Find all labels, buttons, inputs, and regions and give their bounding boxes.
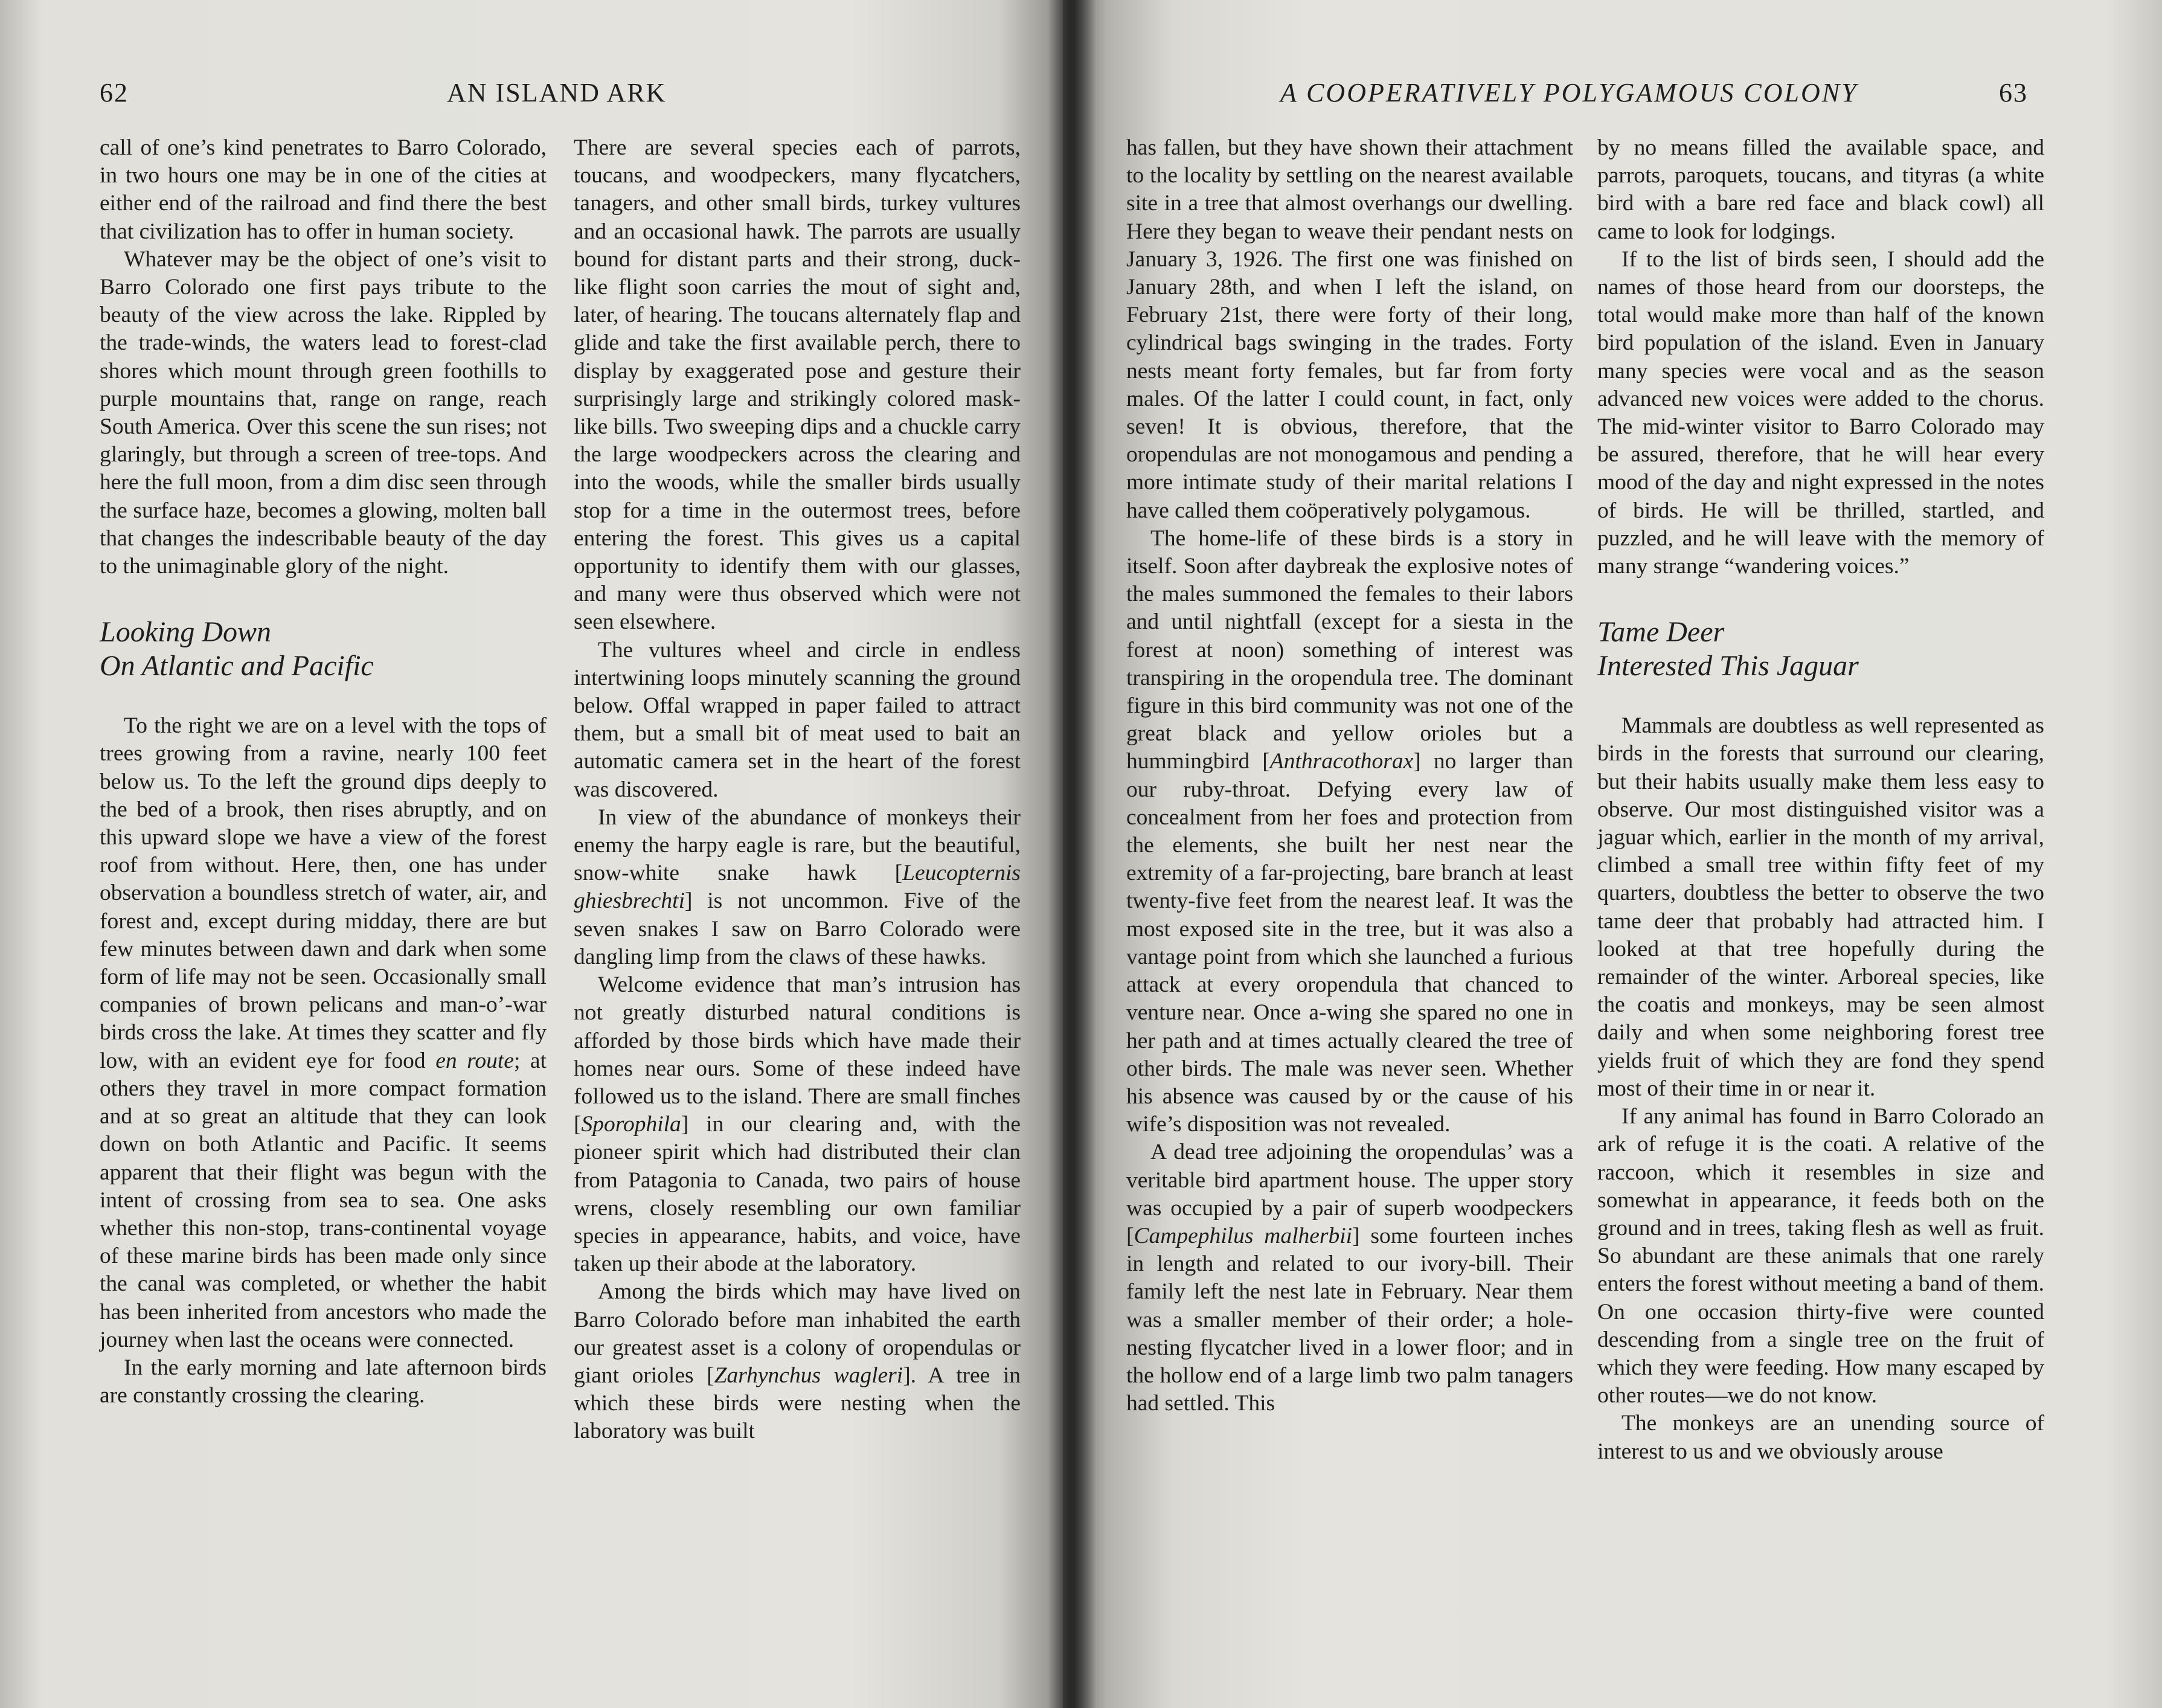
left-page xyxy=(0,0,1063,1708)
paragraph: The monkeys are an unending source of interest to us and we obviously arouse xyxy=(1597,1411,2044,1464)
section-heading-line: On Atlantic and Pacific xyxy=(100,650,374,682)
paragraph: by no means filled the available space, and parrots, paroquets, toucans, and tityras (a white bird with a bare red face and black cowl) all came to look for lodgings. xyxy=(1597,135,2044,244)
paragraph: Whatever may be the object of one’s visit to Barro Colorado one first pays tribute to the beauty of the view across the lake. Rippled by the trade-winds, the waters lead to forest-clad shores which mount through green foothills to purple mountains that, range on range, reach South America. Over this scene the sun rises; not glaringly, but through a screen of tree-tops. And here the full moon, from a dim disc seen through the surface haze, becomes a glowing, molten ball that changes the indescribable beauty of the day to the unimaginable glory of the night. xyxy=(100,246,547,579)
text-column-2 xyxy=(574,134,1021,1446)
paragraph-text: ] in our clearing and, with the pioneer spirit which had distributed their clan from Patagonia to Canada, two pairs of house wrens, closely resembling our own familiar species in appearance, habits, and voice, have taken up their abode at the laboratory. xyxy=(574,1112,1021,1277)
species-name: Campephilus malherbii xyxy=(1134,1223,1353,1248)
page-number: 62 xyxy=(100,78,129,108)
paragraph-text: The home-life of these birds is a story in itself. Soon after daybreak the explosive notes of the males summoned the females to their labors and until nightfall (except for a siesta in the forest at noon) something of interest was transpiring in the oropendula tree. The dominant figure in this bird community was not one of the great black and yellow orioles but a hummingbird [ xyxy=(1126,525,1573,774)
paragraph: has fallen, but they have shown their attachment to the locality by settling on the nearest available site in a tree that almost overhangs our dwelling. Here they began to weave their pendant nests on January 3, 1926. The first one was finished on January 28th, and when I left the island, on February 21st, there were forty of their long, cylindrical bags swinging in the trades. Forty nests meant forty females, but far from forty males. Of the latter I could count, in fact, only seven! It is obvious, therefore, that the oropendulas are not monogamous and pending a more intimate study of their marital relations I have called them coöperatively polygamous. xyxy=(1126,135,1573,523)
species-name: Leucopternis ghiesbrechti xyxy=(574,861,1021,914)
paragraph xyxy=(1126,1138,1573,1417)
paragraph: In the early morning and late afternoon birds are constantly crossing the clearing. xyxy=(100,1355,547,1408)
section-heading-line: Looking Down xyxy=(100,616,272,649)
section-heading xyxy=(100,615,547,683)
paragraph: If to the list of birds seen, I should add the names of those heard from our doorsteps, the total would make more than half of the known bird population of the island. Even in January many species were vocal and as the season advanced new voices were added to the chorus. The mid-winter visitor to Barro Colorado may be assured, therefore, that he will hear every mood of the day and night expressed in the notes of birds. He will be thrilled, startled, and puzzled, and he will leave with the memory of many strange “wandering voices.” xyxy=(1597,246,2044,579)
paragraph: There are several species each of parrots, toucans, and woodpeckers, many flycatchers, tanagers, and other small birds, turkey vultures and an occasional hawk. The parrots are usually bound for distant parts and their strong, duck-like flight soon carries the mout of sight and, later, of hearing. The toucans alternately flap and glide and take the first available perch, there to display by exaggerated pose and gesture their surprisingly large and strikingly colored mask-like bills. Two sweeping dips and a chuckle carry the large woodpeckers across the clearing and into the woods, while the smaller birds usually stop for a time in the outermost trees, before entering the forest. This gives us a capital opportunity to identify them with our glasses, and many were thus observed which were not seen elsewhere. xyxy=(574,135,1021,635)
paragraph-text: In view of the abundance of monkeys their enemy the harpy eagle is rare, but the beautiful, snow-white snake hawk [ xyxy=(574,804,1021,886)
paragraph-text: A dead tree adjoining the oropendulas’ was a veritable bird apartment house. The upper story was occupied by a pair of superb woodpeckers [ xyxy=(1126,1140,1573,1248)
text-column-1 xyxy=(100,134,547,1410)
book-gutter xyxy=(1048,0,1096,1708)
paragraph-text: ] no larger than our ruby-throat. Defying every law of concealment from her foes and protection from the elements, she built her nest near the extremity of a far-projecting, bare branch at least twenty-five feet from the nearest leaf. It was the most exposed site in the tree, but it was also a vantage point from which she launched a furious attack at every oropendula that chanced to venture near. Once a-wing she spared no one in her path and at times actually cleared the tree of other birds. The male was never seen. Whether his absence was caused by or the cause of his wife’s disposition was not revealed. xyxy=(1126,749,1573,1137)
text-column-2 xyxy=(1597,134,2044,1466)
paragraph xyxy=(1126,525,1573,1138)
paragraph xyxy=(574,971,1021,1278)
paragraph xyxy=(574,804,1021,971)
section-heading-line: Interested This Jaguar xyxy=(1597,650,1859,682)
section-heading xyxy=(1597,615,2044,683)
paragraph xyxy=(100,712,547,1354)
paragraph-text: ] is not uncommon. Five of the seven snakes I saw on Barro Colorado were dangling limp from the claws of these hawks. xyxy=(574,888,1021,969)
paragraph-text: To the right we are on a level with the tops of trees growing from a ravine, nearly 100 feet below us. To the left the ground dips deeply to the bed of a brook, then rises abruptly, and on this upward slope we have a view of the forest roof from without. Here, then, one has under observation a boundless stretch of water, air, and forest and, except during midday, there are but few minutes between dawn and dark when some form of life may not be seen. Occasionally small companies of brown pelicans and man-o’-war birds cross the lake. At times they scatter and fly low, with an evident eye for food xyxy=(100,713,547,1073)
paragraph: If any animal has found in Barro Colorado an ark of refuge it is the coati. A relative of the raccoon, which it resembles in size and somewhat in appearance, it feeds both on the ground and in trees, taking flesh as well as fruit. So abundant are these animals that one rarely enters the forest without meeting a band of them. On one occasion thirty-five were counted descending from a single tree on the fruit of which they were feeding. How many escaped by other routes—we do not know. xyxy=(1597,1104,2044,1408)
paragraph: call of one’s kind penetrates to Barro Colorado, in two hours one may be in one of the cities at either end of the railroad and find there the best that civilization has to offer in human society. xyxy=(100,135,547,244)
section-heading-line: Tame Deer xyxy=(1597,616,1725,649)
paragraph-text: ] some fourteen inches in length and related to our ivory-bill. Their family left the nest late in February. Near them was a smaller member of their order; a hole-nesting flycatcher lived in a lower floor; and in the hollow end of a large limb two palm tanagers had settled. This xyxy=(1126,1223,1573,1416)
species-name: Sporophila xyxy=(581,1112,681,1137)
running-head: AN ISLAND ARK xyxy=(447,78,667,108)
paragraph xyxy=(574,1278,1021,1445)
species-name: Anthracothorax xyxy=(1269,749,1414,774)
italic-term: en route xyxy=(435,1048,514,1073)
running-head: A COOPERATIVELY POLYGAMOUS COLONY xyxy=(1280,78,1858,108)
species-name: Zarhynchus wagleri xyxy=(714,1363,903,1388)
page-number: 63 xyxy=(1999,78,2028,108)
paragraph-text: ; at others they travel in more compact formation and at so great an altitude that they can look down on both Atlantic and Pacific. It seems apparent that their flight was begun with the intent of crossing from sea to sea. One asks whether this non-stop, trans-continental voyage of these marine birds has been made only since the canal was completed, or whether the habit has been inherited from ancestors who made the journey when last the oceans were connected. xyxy=(100,1048,547,1352)
paragraph-text: Among the birds which may have lived on Barro Colorado before man inhabited the earth our greatest asset is a colony of oropendulas or giant orioles [ xyxy=(574,1279,1021,1388)
paragraph-text: ]. A tree in which these birds were nesting when the laboratory was built xyxy=(574,1363,1021,1444)
paragraph: Mammals are doubtless as well represented as birds in the forests that surround our clearing, but their habits usually make them less easy to observe. Our most distinguished visitor was a jaguar which, earlier in the month of my arrival, climbed a small tree within fifty feet of my quarters, doubtless the better to observe the two tame deer that probably had attracted him. I looked at that tree hopefully during the remainder of the winter. Arboreal species, like the coatis and monkeys, may be seen almost daily and when some neighboring forest tree yields fruit of which they are fond they spend most of their time in or near it. xyxy=(1597,713,2044,1101)
right-page xyxy=(1063,0,2162,1708)
paragraph: The vultures wheel and circle in endless intertwining loops minutely scanning the ground below. Offal wrapped in paper failed to attract them, but a small bit of meat used to bait an automatic camera set in the heart of the forest was discovered. xyxy=(574,637,1021,802)
text-column-1 xyxy=(1126,134,1573,1417)
paragraph-text: Welcome evidence that man’s intrusion has not greatly disturbed natural conditions is afforded by those birds which have made their homes near ours. Some of these indeed have followed us to the island. There are small finches [ xyxy=(574,972,1021,1137)
